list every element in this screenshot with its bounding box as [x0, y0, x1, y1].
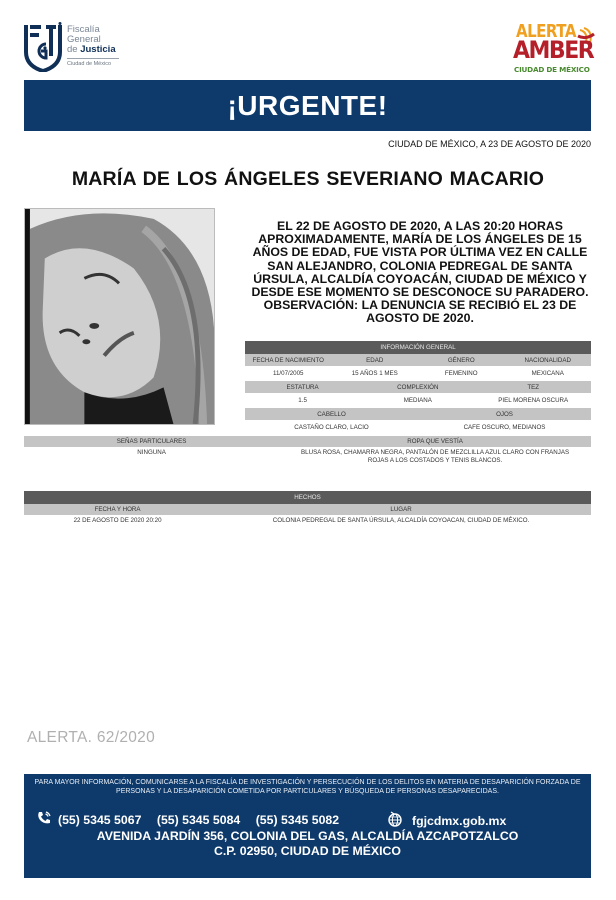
phone-number-1[interactable]: (55) 5345 5067: [58, 813, 142, 827]
contact-footer: [24, 774, 591, 878]
value-nationality: MEXICANA: [505, 366, 592, 381]
globe-icon: [387, 811, 403, 827]
phone-number-3[interactable]: (55) 5345 5082: [255, 813, 340, 827]
header-distinguishing-marks: SEÑAS PARTICULARES: [24, 436, 279, 447]
alerta-amber-logo: [510, 18, 600, 80]
case-description: EL 22 DE AGOSTO DE 2020, A LAS 20:20 HORAS APROXIMADAMENTE, MARÍA DE LOS ÁNGELES DE 15 AÑOS DE EDAD, FUE VISTA POR ÚLTIMA VEZ EN CALLE SAN ALEJANDRO, COLONIA PEDREGAL DE SANTA ÚRSULA, ALCALDÍA COYOACÁN, CIUDAD DE MÉXICO Y DESDE ESE MOMENTO SE DESCONOCE SU PARADERO. OBSERVACIÓN: LA DENUNCIA SE RECIBIÓ EL 23 DE AGOSTO DE 2020.: [251, 219, 589, 326]
contact-note: PARA MAYOR INFORMACIÓN, COMUNICARSE A LA FISCALÍA DE INVESTIGACIÓN Y PERSECUCIÓN DE LOS DELITOS EN MATERIA DE DESAPARICIÓN FORZADA DE PERSONAS Y LA DESAPARICIÓN COMETIDA POR PARTICULARES Y BÚSQUEDA DE PERSONAS DESAPARECIDAS.: [34, 779, 581, 795]
value-height: 1.5: [245, 393, 360, 408]
value-date-time: 22 DE AGOSTO DE 2020 20:20: [24, 515, 211, 526]
issue-date: CIUDAD DE MÉXICO, A 23 DE AGOSTO DE 2020: [388, 139, 591, 149]
header-build: COMPLEXIÓN: [360, 381, 475, 393]
fgj-line3-prefix: de: [67, 44, 81, 55]
features-table: [24, 436, 591, 467]
fgj-line3: [67, 45, 119, 55]
header-birth-date: FECHA DE NACIMIENTO: [245, 354, 332, 366]
fgj-divider: [67, 58, 119, 59]
header-eyes: OJOS: [418, 408, 591, 420]
facts-title: HECHOS: [24, 491, 591, 504]
phone-icon: [36, 810, 52, 826]
portrait-placeholder-icon: [25, 209, 214, 424]
person-name: MARÍA DE LOS ÁNGELES SEVERIANO MACARIO: [71, 168, 545, 190]
header-gender: GÉNERO: [418, 354, 505, 366]
urgent-title: ¡URGENTE!: [227, 89, 388, 121]
amber-logo-alerta: ALERTA: [516, 20, 576, 42]
address-line-2: C.P. 02950, CIUDAD DE MÉXICO: [213, 844, 402, 858]
amber-logo-cdmx: CIUDAD DE MÉXICO: [514, 65, 590, 74]
fgj-line2: General: [67, 34, 101, 45]
header-clothing: ROPA QUE VESTÍA: [279, 436, 591, 447]
value-gender: FEMENINO: [418, 366, 505, 381]
value-distinguishing-marks: NINGUNA: [24, 447, 279, 467]
value-eyes: CAFE OSCURO, MEDIANOS: [418, 420, 591, 435]
phone-number-2[interactable]: (55) 5345 5084: [156, 813, 241, 827]
fgj-line4: Ciudad de México: [67, 61, 112, 67]
fgj-line3-bold: Justicia: [80, 44, 116, 55]
value-complexion: PIEL MORENA OSCURA: [475, 393, 591, 408]
person-photo: [24, 208, 215, 425]
header-age: EDAD: [332, 354, 419, 366]
value-hair: CASTAÑO CLARO, LACIO: [245, 420, 418, 435]
general-info-title: INFORMACIÓN GENERAL: [245, 341, 591, 354]
general-info-table: [245, 341, 591, 381]
value-birth-date: 11/07/2005: [245, 366, 332, 381]
address-line-1: AVENIDA JARDÍN 356, COLONIA DEL GAS, ALCALDÍA AZCAPOTZALCO: [96, 829, 519, 843]
value-build: MEDIANA: [360, 393, 475, 408]
header-height: ESTATURA: [245, 381, 360, 393]
hair-eyes-table: [245, 408, 591, 435]
fgj-line1: Fiscalía: [67, 24, 100, 35]
header-place: LUGAR: [211, 504, 591, 515]
value-age: 15 AÑOS 1 MES: [332, 366, 419, 381]
amber-logo-amber: AMBER: [513, 37, 594, 65]
phone-numbers: [58, 813, 351, 827]
header-hair: CABELLO: [245, 408, 418, 420]
value-clothing: BLUSA ROSA, CHAMARRA NEGRA, PANTALÓN DE MEZCLILLA AZUL CLARO CON FRANJAS ROJAS A LOS COSTADOS Y TENIS BLANCOS.: [279, 447, 591, 467]
fgj-shield-icon: [24, 22, 62, 72]
alert-number: ALERTA. 62/2020: [27, 729, 156, 746]
website-link[interactable]: fgjcdmx.gob.mx: [412, 814, 507, 828]
header-complexion: TEZ: [475, 381, 591, 393]
value-place: COLONIA PEDREGAL DE SANTA ÚRSULA, ALCALDÍA COYOACAN, CIUDAD DE MÉXICO.: [211, 515, 591, 526]
fgj-wordmark: [67, 25, 119, 68]
fgj-logo: [24, 22, 184, 76]
header-date-time: FECHA Y HORA: [24, 504, 211, 515]
urgent-banner: [24, 80, 591, 131]
facts-table: [24, 491, 591, 526]
physical-info-table: [245, 381, 591, 408]
header-nationality: NACIONALIDAD: [505, 354, 592, 366]
